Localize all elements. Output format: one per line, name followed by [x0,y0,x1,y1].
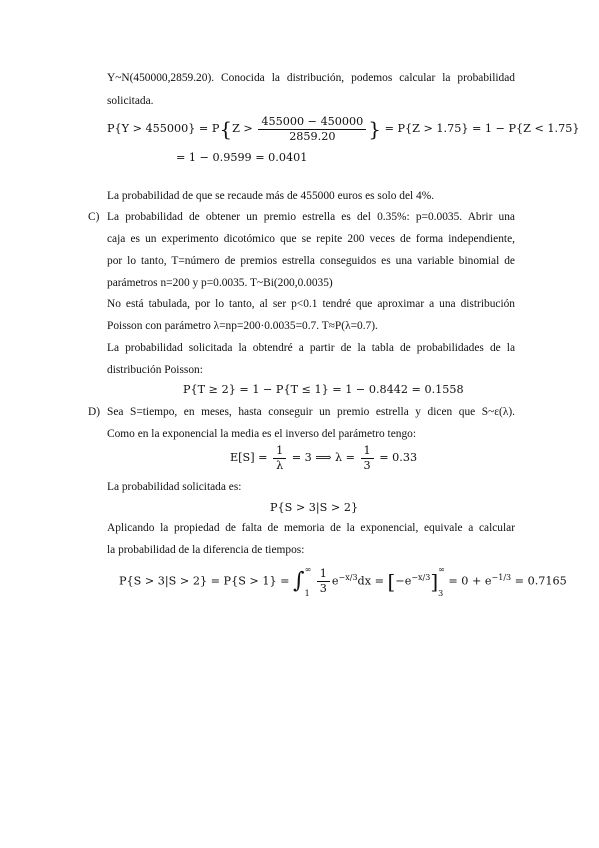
paragraph-line: Y~N(450000,2859.20). Conocida la distribución, podemos calcular la probabilidad [107,72,515,84]
paragraph-line: La probabilidad de que se recaude más de 455000 euros es solo del 4%. [107,190,435,202]
paragraph-line: distribución Poisson: [107,364,203,376]
paragraph-line: Poisson con parámetro λ=np=200·0.0035=0.7. T≈P(λ=0.7). [107,320,378,332]
paragraph-line: Sea S=tiempo, en meses, hasta conseguir un premio estrella y dicen que S~ε(λ). [107,406,515,418]
paragraph-line: parámetros n=200 y p=0.0035. T~Bi(200,0.0035) [107,277,333,289]
paragraph-line: Como en la exponencial la media es el inverso del parámetro tengo: [107,428,417,440]
paragraph-line: caja es un experimento dicotómico que se repite 200 veces de forma independiente, [107,233,515,245]
equation-conditional: P{S > 3|S > 2} [270,501,359,514]
paragraph-line: La probabilidad solicitada la obtendré a partir de la tabla de probabilidades de la [107,342,515,354]
section-label: C) [88,211,100,223]
section-label: D) [88,406,101,418]
paragraph-line: La probabilidad solicitada es: [107,481,242,493]
paragraph-line: No está tabulada, por lo tanto, al ser p<0.1 tendré que aproximar a una distribución [107,298,515,310]
paragraph-line: por lo tanto, T=número de premios estrella conseguidos es una variable binomial de [107,255,515,267]
equation-z-score: P{Y > 455000} = P{Z > $\frac{455000 - 450000}{2859.20}$ } = P{Z > 1.75} = 1 − P{Z < 1.75} [107,114,580,143]
paragraph-line: solicitada. [107,95,154,107]
paragraph-line: Aplicando la propiedad de falta de memoria de la exponencial, equivale a calcular [107,522,515,534]
equation-expectation: E[S] = $\frac{1}{\lambda}$ = 3 ⟹ λ = $\frac{1}{3}$ = 0.33 [230,443,418,472]
paragraph-line: la probabilidad de la diferencia de tiempos: [107,544,305,556]
equation-result: = 1 − 0.9599 = 0.0401 [176,151,308,164]
equation-poisson: P{T ≥ 2} = 1 − P{T ≤ 1} = 1 − 0.8442 = 0.1558 [183,383,464,396]
paragraph-line: La probabilidad de obtener un premio estrella es del 0.35%: p=0.0035. Abrir una [107,211,515,223]
equation-memoryless: P{S > 3|S > 2} = P{S > 1} = ∫ ∞ 1 $\frac{1}{3}$ $e^{-x/3}dx = [-e^{-x/3}]$ ∞ 3 = $0 + e^{-1/3} = 0.7165$ [119,564,567,598]
